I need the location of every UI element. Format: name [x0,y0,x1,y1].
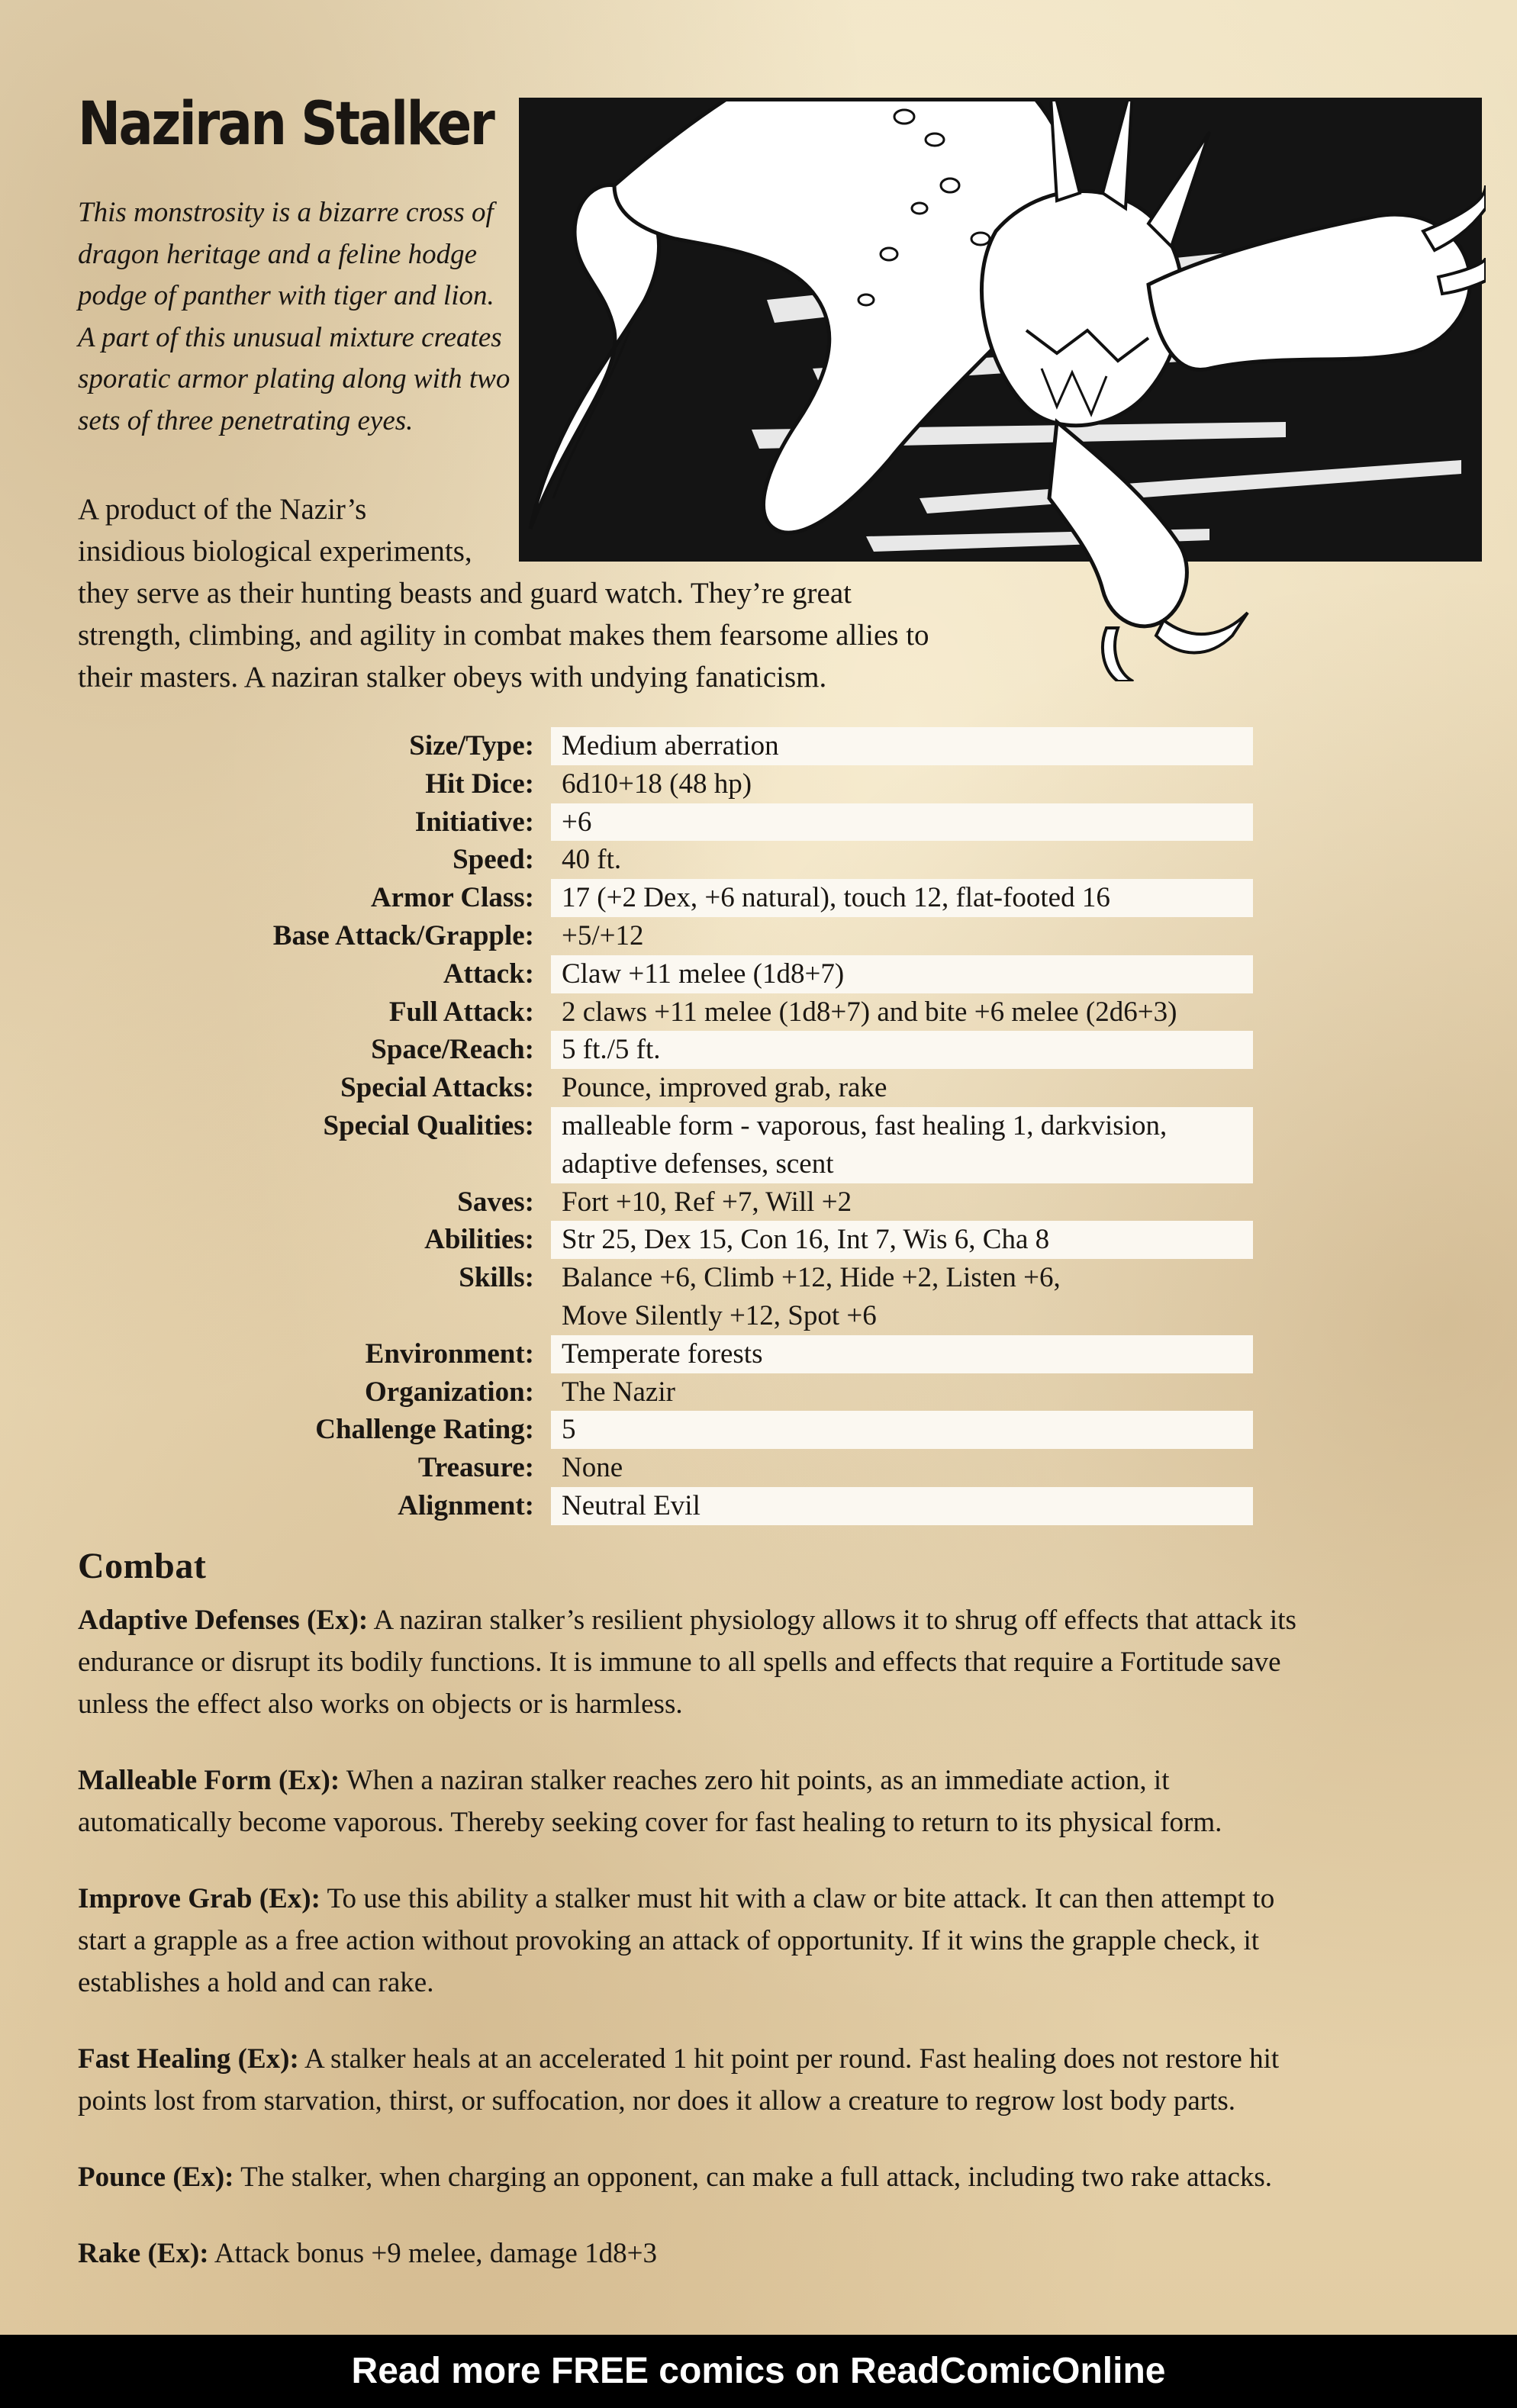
lead-line: they serve as their hunting beasts and guard watch. They’re great [78,577,852,610]
stat-value: Fort +10, Ref +7, Will +2 [562,1186,852,1218]
stat-label: Full Attack: [388,996,534,1028]
creature-arm [1148,214,1470,369]
stat-value: None [562,1452,623,1484]
stat-row [78,955,1270,993]
stat-row [78,1411,1270,1449]
stat-value: The Nazir [562,1376,675,1408]
lead-line: their masters. A naziran stalker obeys with undying fanaticism. [78,661,827,694]
stat-row [78,1107,1270,1145]
ability-name: Malleable Form (Ex): [78,1765,340,1796]
creature-tail [530,185,659,529]
ability-improve-grab [78,1878,1451,2004]
ability-name: Fast Healing (Ex): [78,2043,299,2075]
stat-value: Claw +11 melee (1d8+7) [551,955,1253,993]
ability-pounce [78,2156,1451,2198]
stat-label: Skills: [459,1262,534,1294]
stat-value: adaptive defenses, scent [551,1145,1253,1183]
stat-label: Alignment: [398,1489,534,1521]
stat-label: Initiative: [414,806,534,838]
ability-text: endurance or disrupt its bodily functions. It is immune to all spells and effects that require a Fortitude save [78,1647,1281,1678]
stat-row [78,1031,1270,1069]
lead-line: insidious biological experiments, [78,535,472,568]
stat-label: Size/Type: [409,730,534,761]
stat-value: 5 [551,1411,1253,1449]
stat-row [78,1221,1270,1259]
ability-adaptive-defenses [78,1599,1451,1725]
stat-label: Abilities: [424,1224,534,1256]
stat-value: Temperate forests [551,1335,1253,1373]
ability-text: A naziran stalker’s resilient physiology allows it to shrug off effects that attack its [368,1605,1296,1636]
ability-text: A stalker heals at an accelerated 1 hit point per round. Fast healing does not restore hit [298,2043,1280,2075]
stat-row [78,917,1270,955]
intro-line: sporatic armor plating along with two [78,363,510,394]
stat-row [78,727,1270,765]
stat-label: Armor Class: [370,882,534,914]
stat-value: malleable form - vaporous, fast healing 1, darkvision, [551,1107,1253,1145]
ability-text: start a grapple as a free action without provoking an attack of opportunity. If it wins the grapple check, it [78,1925,1260,1956]
stat-label: Challenge Rating: [315,1414,534,1446]
ability-name: Rake (Ex): [78,2238,209,2269]
ability-rake [78,2233,1451,2274]
intro-line: podge of panther with tiger and lion. [78,280,494,311]
ability-malleable-form [78,1759,1451,1843]
stat-row [78,1373,1270,1412]
stat-value: Balance +6, Climb +12, Hide +2, Listen +6, [562,1262,1061,1294]
stat-value: 17 (+2 Dex, +6 natural), touch 12, flat-footed 16 [551,879,1253,917]
intro-flavor-text [78,192,520,442]
stat-value: Medium aberration [551,727,1253,765]
ability-text: unless the effect also works on objects or is harmless. [78,1688,683,1720]
stat-row [78,1069,1270,1107]
stat-row [78,765,1270,803]
lead-paragraph-narrow [78,488,505,572]
stat-label: Saves: [457,1186,534,1218]
ability-text: The stalker, when charging an opponent, can make a full attack, including two rake attacks. [234,2162,1273,2193]
stat-label: Attack: [443,958,534,990]
stat-label: Hit Dice: [425,768,534,800]
stat-row [78,1259,1270,1297]
stat-value: 5 ft./5 ft. [551,1031,1253,1069]
ability-text: When a naziran stalker reaches zero hit points, as an immediate action, it [340,1765,1170,1796]
page-title: Naziran Stalker [78,90,494,159]
ability-name: Adaptive Defenses (Ex): [78,1605,369,1636]
stat-label: Base Attack/Grapple: [272,919,534,951]
stat-row [78,1449,1270,1487]
ability-text: automatically become vaporous. Thereby seeking cover for fast healing to return to its physical form. [78,1807,1222,1838]
stat-row [78,993,1270,1032]
ability-fast-healing [78,2038,1451,2122]
combat-heading: Combat [78,1546,207,1586]
stat-value: +6 [551,803,1253,842]
stat-value: Str 25, Dex 15, Con 16, Int 7, Wis 6, Cha 8 [551,1221,1253,1259]
stat-value: 40 ft. [562,844,622,876]
ability-name: Pounce (Ex): [78,2162,234,2193]
intro-line: dragon heritage and a feline hodge [78,238,478,270]
stat-value: Neutral Evil [551,1487,1253,1525]
stat-label: Organization: [365,1376,534,1408]
ability-text: establishes a hold and can rake. [78,1967,434,1998]
stat-row-continued [78,1145,1270,1183]
lead-line: strength, climbing, and agility in combat makes them fearsome allies to [78,619,929,652]
stat-label: Treasure: [417,1452,534,1484]
ability-text: To use this ability a stalker must hit with a claw or bite attack. It can then attempt to [320,1883,1275,1914]
stat-table [78,727,1270,1525]
stat-label: Special Qualities: [323,1109,534,1141]
stat-value: 2 claws +11 melee (1d8+7) and bite +6 melee (2d6+3) [562,996,1177,1028]
lead-line: A product of the Nazir’s [78,493,367,526]
ability-name: Improve Grab (Ex): [78,1883,320,1914]
stat-row [78,803,1270,842]
stat-row [78,879,1270,917]
footer-banner[interactable]: Read more FREE comics on ReadComicOnline [0,2335,1517,2408]
intro-line: A part of this unusual mixture creates [78,321,502,353]
stat-value: Pounce, improved grab, rake [562,1072,887,1104]
intro-line: This monstrosity is a bizarre cross of [78,197,494,228]
combat-abilities [78,1599,1451,2309]
creature-illustration [519,98,1482,562]
stat-row [78,1183,1270,1222]
stat-row [78,841,1270,879]
stat-value: Move Silently +12, Spot +6 [562,1299,877,1331]
stat-value: 6d10+18 (48 hp) [562,768,752,800]
creature-lower-claw [1049,422,1187,626]
lead-paragraph-wide [78,572,1070,698]
stat-label: Space/Reach: [371,1034,534,1066]
stat-label: Special Attacks: [340,1072,534,1104]
stat-row-continued [78,1297,1270,1335]
stat-label: Environment: [365,1338,534,1370]
ability-text: points lost from starvation, thirst, or suffocation, nor does it allow a creature to regrow lost body parts. [78,2085,1236,2117]
stat-value: +5/+12 [562,919,644,951]
stat-row [78,1487,1270,1525]
ability-text: Attack bonus +9 melee, damage 1d8+3 [208,2238,657,2269]
stat-label: Speed: [453,844,534,876]
intro-line: sets of three penetrating eyes. [78,404,414,436]
stat-row [78,1335,1270,1373]
